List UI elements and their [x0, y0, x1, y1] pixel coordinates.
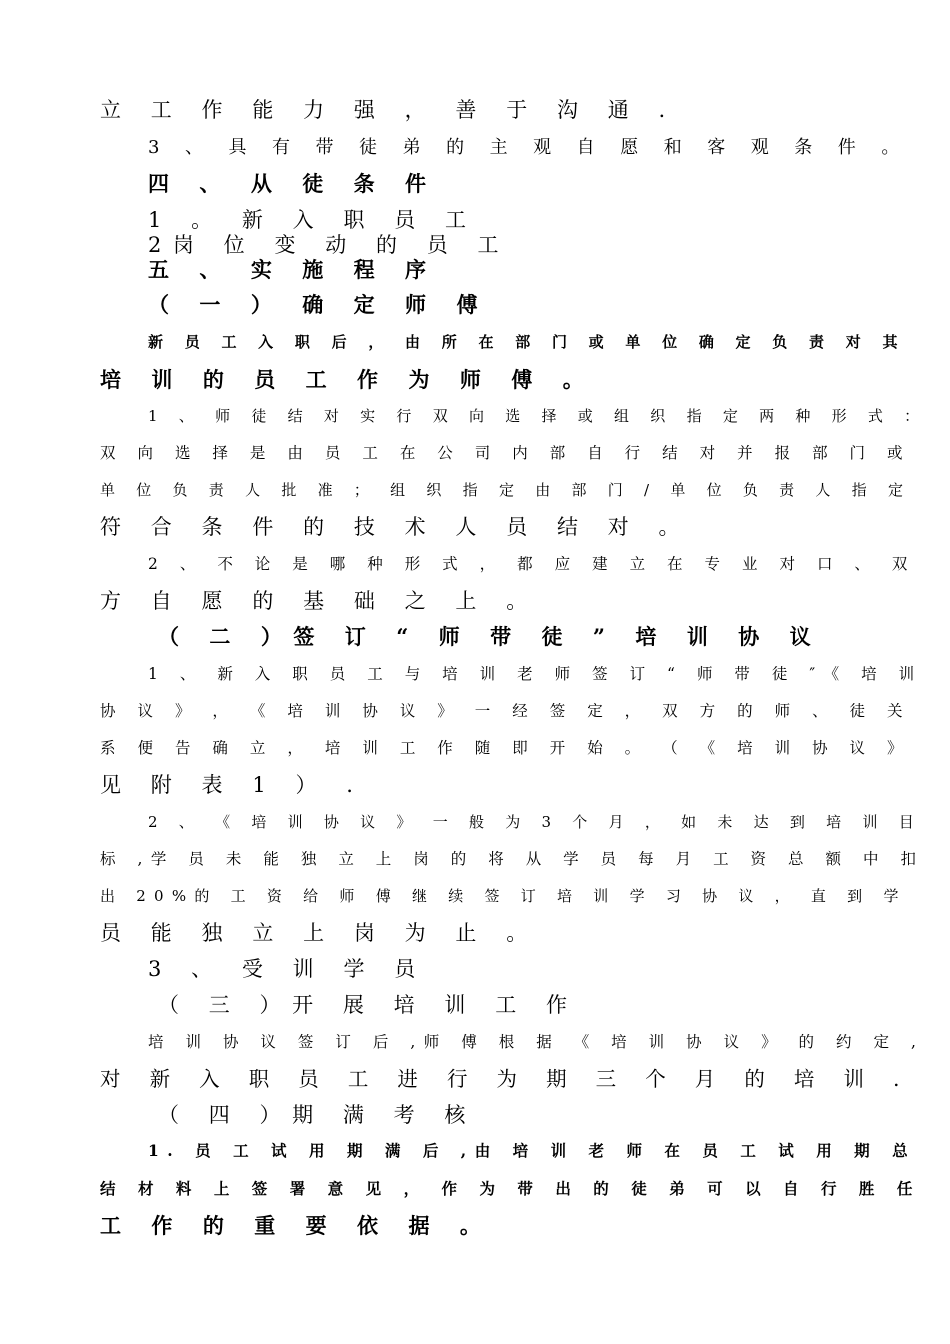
- text-line: 新 员 工 入 职 后 ， 由 所 在 部 门 或 单 位 确 定 负 责 对 其: [148, 333, 906, 351]
- text-line: 1 。 新 入 职 员 工: [148, 208, 478, 232]
- text-line: 2 、 《 培 训 协 议 》 一 般 为 3 个 月 ， 如 未 达 到 培 训 目: [148, 813, 922, 831]
- text-line: 培 训 协 议 签 订 后 ,师 傅 根 据 《 培 训 协 议 》 的 约 定 ,: [148, 1033, 925, 1051]
- text-line: 工 作 的 重 要 依 据 。: [100, 1213, 493, 1238]
- text-line: 3 、 受 训 学 员: [148, 957, 427, 981]
- text-line: 对 新 入 职 员 工 进 行 为 期 三 个 月 的 培 训 .: [100, 1067, 911, 1091]
- text-line: 出 20%的 工 资 给 师 傅 继 续 签 订 培 训 学 习 协 议 ， 直 到 学: [100, 887, 907, 905]
- text-line: 1. 员 工 试 用 期 满 后 ,由 培 训 老 师 在 员 工 试 用 期 总: [148, 1141, 917, 1160]
- text-line: 方 自 愿 的 基 础 之 上 。: [100, 589, 539, 613]
- text-line: 双 向 选 择 是 由 员 工 在 公 司 内 部 自 行 结 对 并 报 部 门 或: [100, 444, 912, 462]
- text-line: 2岗 位 变 动 的 员 工: [148, 233, 511, 257]
- subsection-heading: （ 三 ）开 展 培 训 工 作: [158, 993, 579, 1017]
- section-heading: 五 、 实 施 程 序: [148, 257, 438, 282]
- text-line: 员 能 独 立 上 岗 为 止 。: [100, 921, 539, 945]
- subsection-heading: （ 二 ）签 订 “ 师 带 徒 ” 培 训 协 议: [158, 624, 823, 649]
- text-line: 符 合 条 件 的 技 术 人 员 结 对 。: [100, 515, 692, 539]
- text-line: 结 材 料 上 签 署 意 见 ， 作 为 带 出 的 徒 弟 可 以 自 行 胜 任: [100, 1179, 921, 1198]
- text-line: 标 ,学 员 未 能 独 立 上 岗 的 将 从 学 员 每 月 工 资 总 额 中 扣: [100, 850, 925, 868]
- text-line: 协 议 》 ， 《 培 训 协 议 》 一 经 签 定 ， 双 方 的 师 、 徒 关: [100, 702, 912, 720]
- text-line: 1 、 新 入 职 员 工 与 培 训 老 师 签 订 “ 师 带 徒 ″《 培 训: [148, 665, 923, 683]
- subsection-heading: （ 一 ） 确 定 师 傅: [148, 292, 490, 317]
- subsection-heading: （ 四 ）期 满 考 核: [158, 1103, 477, 1127]
- text-line: 立 工 作 能 力 强 ， 善 于 沟 通 .: [100, 98, 677, 122]
- section-heading: 四 、 从 徒 条 件: [148, 171, 438, 196]
- text-line: 系 便 告 确 立 ， 培 训 工 作 随 即 开 始 。 （ 《 培 训 协 议 》: [100, 739, 912, 757]
- text-line: 1 、 师 徒 结 对 实 行 双 向 选 择 或 组 织 指 定 两 种 形 式 ：: [148, 407, 928, 425]
- text-line: 3 、 具 有 带 徒 弟 的 主 观 自 愿 和 客 观 条 件 。: [148, 137, 910, 158]
- text-line: 见 附 表 1 ） .: [100, 773, 365, 797]
- text-line: 培 训 的 员 工 作 为 师 傅 。: [100, 367, 596, 392]
- text-line: 2 、 不 论 是 哪 种 形 式 ， 都 应 建 立 在 专 业 对 口 、 双: [148, 555, 916, 573]
- text-line: 单 位 负 责 人 批 准 ； 组 织 指 定 由 部 门 / 单 位 负 责 人 指 定: [100, 481, 912, 499]
